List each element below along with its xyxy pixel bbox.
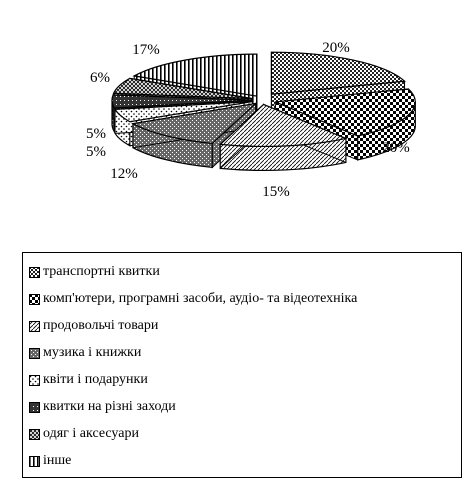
legend-label: квитки на різні заходи [43,399,176,414]
legend-label: музика і книжки [43,345,142,360]
legend-item [29,316,158,336]
legend-item [29,424,139,444]
legend-label: квіти і подарунки [43,372,148,387]
legend-item [29,451,71,471]
pie-value-label: 5% [86,144,106,160]
legend-swatch [29,321,40,332]
pie-slices [112,52,415,170]
legend-swatch [29,402,40,413]
legend-label: одяг і аксесуари [43,426,139,441]
legend-item [29,262,160,282]
pie-value-label: 20% [382,140,410,156]
legend-label: комп'ютери, програмні засоби, аудіо- та відеотехніка [43,291,358,306]
legend-item [29,289,357,309]
legend-swatch [29,267,40,278]
legend [22,252,462,478]
legend-item [29,343,141,363]
legend-swatch [29,348,40,359]
legend-item [29,397,176,417]
legend-swatch [29,294,40,305]
legend-label: продовольчі товари [43,318,159,333]
pie-value-label: 6% [90,70,110,86]
legend-label: інше [43,453,72,468]
pie-value-label: 12% [110,166,138,182]
pie-value-label: 15% [262,184,290,200]
legend-label: транспортні квитки [43,264,160,279]
legend-swatch [29,429,40,440]
pie-value-label: 5% [86,126,106,142]
legend-swatch [29,456,40,467]
pie-chart [0,0,474,240]
legend-swatch [29,375,40,386]
pie-value-label: 20% [322,40,350,56]
legend-item [29,370,148,390]
pie-value-label: 17% [132,42,160,58]
